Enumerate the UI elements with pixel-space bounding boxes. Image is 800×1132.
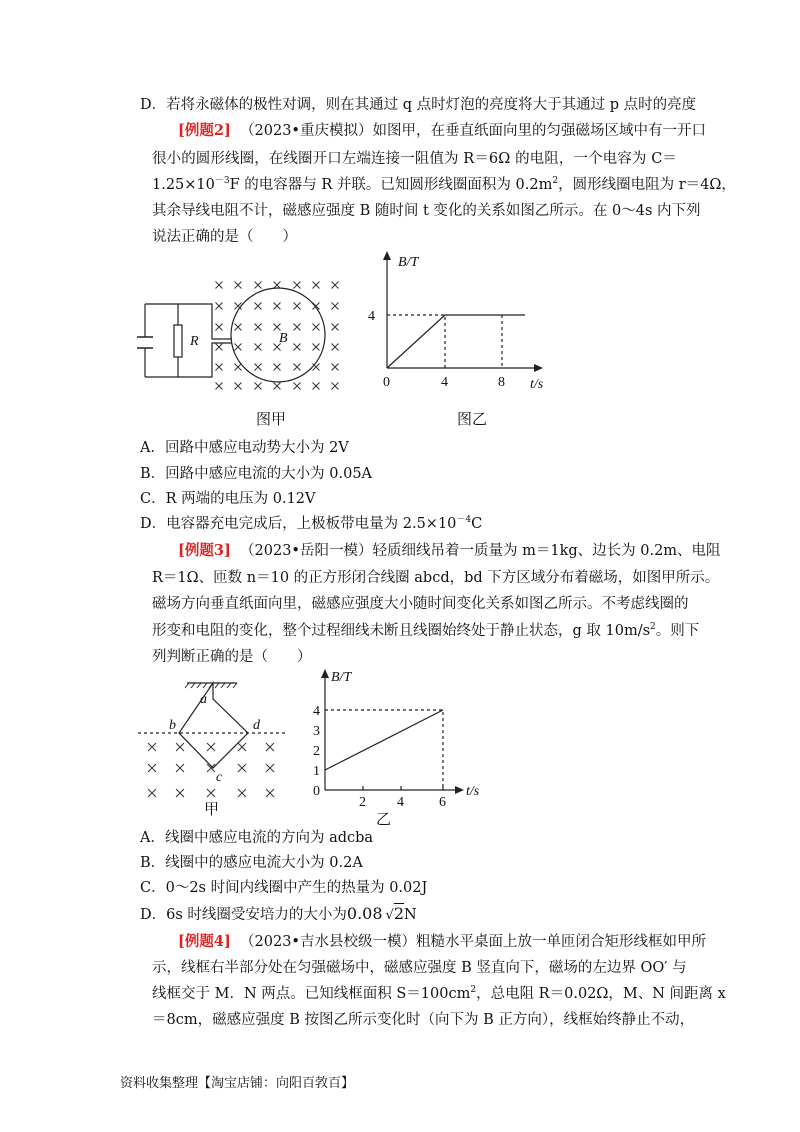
- cross-icon: [235, 344, 242, 351]
- t: 形变和电阻的变化，整个过程细线未断且线圈始终处于静止状态，g 取 10m/s: [152, 623, 651, 639]
- cross-icon: [176, 743, 184, 751]
- cross-icon: [207, 789, 215, 797]
- cross-icon: [255, 383, 262, 390]
- guide-lines: [387, 315, 502, 368]
- t: ，总电阻 R＝0.02Ω，M、N 间距离 x: [476, 986, 726, 1002]
- vertex-c: c: [216, 770, 223, 785]
- footer-note: 资料收集整理【淘宝店铺：向阳百㪍百】: [120, 1076, 355, 1091]
- cross-icon: [176, 789, 184, 797]
- q4-text: （2023•吉水县校级一模）粗糙水平桌面上放一单匝闭合矩形线框如甲所: [240, 934, 706, 950]
- cross-icon: [313, 282, 320, 289]
- cross-icon: [255, 282, 262, 289]
- b-t-line: [325, 710, 443, 770]
- q2-fig1-caption: 图甲: [256, 410, 287, 428]
- q4-stem-line3: [152, 985, 726, 1003]
- cross-icon: [313, 303, 320, 310]
- q2-option-a: A．回路中感应电动势大小为 2V: [140, 440, 349, 456]
- cross-icon: [255, 364, 262, 371]
- y-tick-4: 4: [313, 704, 320, 719]
- cross-icon: [332, 344, 339, 351]
- t: －4: [456, 515, 472, 525]
- cross-icon: [294, 364, 301, 371]
- x-tick-6: 6: [439, 795, 446, 810]
- cross-icon: [313, 344, 320, 351]
- cross-icon: [235, 282, 242, 289]
- cross-icon: [274, 364, 281, 371]
- cross-icon: [235, 383, 242, 390]
- vertex-d: d: [253, 718, 260, 733]
- t: C: [471, 516, 483, 532]
- cross-icon: [294, 282, 301, 289]
- capacitor-icon: [137, 337, 153, 348]
- square-coil: [179, 683, 248, 768]
- q2-stem-line5: 说法正确的是（ ）: [152, 229, 297, 245]
- cross-icon: [332, 303, 339, 310]
- q3-fig2-caption: 乙: [376, 810, 392, 828]
- cross-icon: [207, 743, 215, 751]
- cross-icon: [216, 383, 223, 390]
- cross-icon: [313, 324, 320, 331]
- q3-tag: [例题3]: [178, 542, 231, 559]
- q3-option-a: A．线圈中感应电流的方向为 adcba: [140, 830, 374, 846]
- sqrt-icon: √: [385, 908, 394, 923]
- t: 1.25×10: [152, 177, 215, 193]
- y-axis-label: B/T: [331, 670, 352, 685]
- cross-icon: [266, 789, 274, 797]
- t: 0.08: [346, 904, 383, 923]
- cross-icon: [235, 324, 242, 331]
- guide-lines: [325, 710, 443, 790]
- cross-icon: [274, 383, 281, 390]
- cross-icon: [313, 364, 320, 371]
- cross-icon: [216, 282, 223, 289]
- q2-graph-axes: [387, 256, 538, 368]
- x-axis-label: t/s: [466, 784, 480, 799]
- q3-stem-line3: 磁场方向垂直纸面向里，磁感应强度大小随时间变化关系如图乙所示。不考虑线圈的: [152, 596, 689, 612]
- q3-graph-axes: [325, 674, 458, 790]
- t: 2: [552, 176, 559, 186]
- q2-text: （2023•重庆模拟）如图甲，在垂直纸面向里的匀强磁场区域中有一开口: [240, 123, 706, 139]
- cross-icon: [176, 764, 184, 772]
- y-tick-3: 3: [313, 724, 320, 739]
- cross-icon: [255, 344, 262, 351]
- cross-icon: [274, 303, 281, 310]
- q3-stem-line4: [152, 622, 699, 640]
- t: 线框交于 M．N 两点。已知线框面积 S＝100cm: [152, 986, 471, 1002]
- q2-option-d: [140, 515, 482, 533]
- cross-icon: [216, 303, 223, 310]
- y-tick-2: 2: [313, 744, 320, 759]
- q3-option-b: B．线圈中的感应电流大小为 0.2A: [140, 855, 363, 871]
- q3-text: （2023•岳阳一模）轻质细线吊着一质量为 m＝1kg、边长为 0.2m、电阻: [240, 543, 721, 559]
- vertex-b: b: [169, 718, 176, 733]
- t: ，圆形线圈电阻为 r＝4Ω，: [558, 177, 736, 193]
- q3-stem-line1: [178, 542, 721, 560]
- b-t-line: [387, 315, 525, 368]
- t: 2: [650, 622, 656, 632]
- x-tick-2: 2: [359, 795, 366, 810]
- x-tick-4: 4: [441, 375, 448, 390]
- cross-icon: [216, 364, 223, 371]
- cross-icon: [266, 743, 274, 751]
- cross-icon: [294, 383, 301, 390]
- cross-icon: [294, 303, 301, 310]
- q3-option-d: [140, 905, 417, 925]
- q3-coil-diagram: [138, 683, 285, 768]
- cross-icon: [238, 789, 246, 797]
- y-tick-0: 0: [313, 784, 320, 799]
- y-tick-1: 1: [313, 764, 320, 779]
- cross-icon: [332, 364, 339, 371]
- q2-stem-line2: 很小的圆形线圈，在线圈开口左端连接一阻值为 R＝6Ω 的电阻，一个电容为 C＝: [152, 151, 677, 167]
- q2-option-b: B．回路中感应电流的大小为 0.05A: [140, 466, 373, 482]
- t: 2: [393, 904, 405, 923]
- q2-fig2-caption: 图乙: [457, 410, 488, 428]
- cross-icon: [148, 743, 156, 751]
- y-tick-4: 4: [368, 309, 375, 324]
- q4-stem-line2: 示，线框右半部分处在匀强磁场中，磁感应强度 B 竖直向下，磁场的左边界 OO′ 与: [152, 960, 687, 976]
- magnetic-field-crosses: [216, 282, 339, 390]
- cross-icon: [238, 764, 246, 772]
- q3-option-c: C．0～2s 时间内线圈中产生的热量为 0.02J: [140, 880, 428, 896]
- t: D．电容器充电完成后，上极板带电量为 2.5×10: [140, 516, 457, 532]
- resistor-icon: [174, 325, 182, 357]
- cross-icon: [255, 324, 262, 331]
- q4-stem-line4: ＝8cm，磁感应强度 B 按图乙所示变化时（向下为 B 正方向），线框始终静止不动，: [152, 1012, 695, 1028]
- cross-icon: [332, 282, 339, 289]
- q3-stem-line5: 列判断正确的是（ ）: [152, 649, 312, 665]
- t: D．6s 时线圈受安培力的大小为: [140, 907, 347, 923]
- t: N: [404, 907, 417, 923]
- q1-option-d: D．若将永磁体的极性对调，则在其通过 q 点时灯泡的亮度将大于其通过 p 点时的亮度: [140, 97, 697, 113]
- q4-stem-line1: [178, 933, 706, 951]
- q2-stem-line4: 其余导线电阻不计，磁感应强度 B 随时间 t 变化的关系如图乙所示。在 0～4s 内下列: [152, 203, 701, 219]
- resistor-label: R: [190, 334, 199, 349]
- t: －3: [214, 176, 230, 186]
- origin-label: 0: [383, 375, 390, 390]
- x-axis-label: t/s: [530, 377, 544, 392]
- cross-icon: [294, 324, 301, 331]
- cross-icon: [238, 743, 246, 751]
- cross-icon: [216, 324, 223, 331]
- cross-icon: [235, 364, 242, 371]
- q4-tag: [例题4]: [178, 933, 231, 950]
- cross-icon: [274, 324, 281, 331]
- magnetic-field-crosses: [148, 743, 274, 797]
- cross-icon: [332, 324, 339, 331]
- q3-fig1-caption: 甲: [204, 800, 220, 818]
- q3-stem-line2: R＝1Ω、匝数 n＝10 的正方形闭合线圈 abcd，bd 下方区域分布着磁场，如图甲所示。: [152, 570, 720, 586]
- q2-option-c: C．R 两端的电压为 0.12V: [140, 491, 316, 507]
- x-tick-8: 8: [498, 375, 505, 390]
- x-tick-4: 4: [397, 795, 404, 810]
- cross-icon: [332, 383, 339, 390]
- cross-icon: [216, 344, 223, 351]
- cross-icon: [294, 344, 301, 351]
- cross-icon: [255, 303, 262, 310]
- q2-tag: [例题2]: [178, 122, 231, 139]
- cross-icon: [313, 383, 320, 390]
- t: 2: [470, 985, 477, 995]
- y-axis-label: B/T: [398, 255, 419, 270]
- cross-icon: [148, 764, 156, 772]
- cross-icon: [148, 789, 156, 797]
- cross-icon: [266, 764, 274, 772]
- t: 。则下: [655, 623, 700, 639]
- t: F 的电容器与 R 并联。已知圆形线圈面积为 0.2m: [229, 177, 553, 193]
- circuit-wires: [145, 304, 232, 377]
- field-label: B: [279, 331, 288, 346]
- vertex-a: a: [200, 692, 207, 707]
